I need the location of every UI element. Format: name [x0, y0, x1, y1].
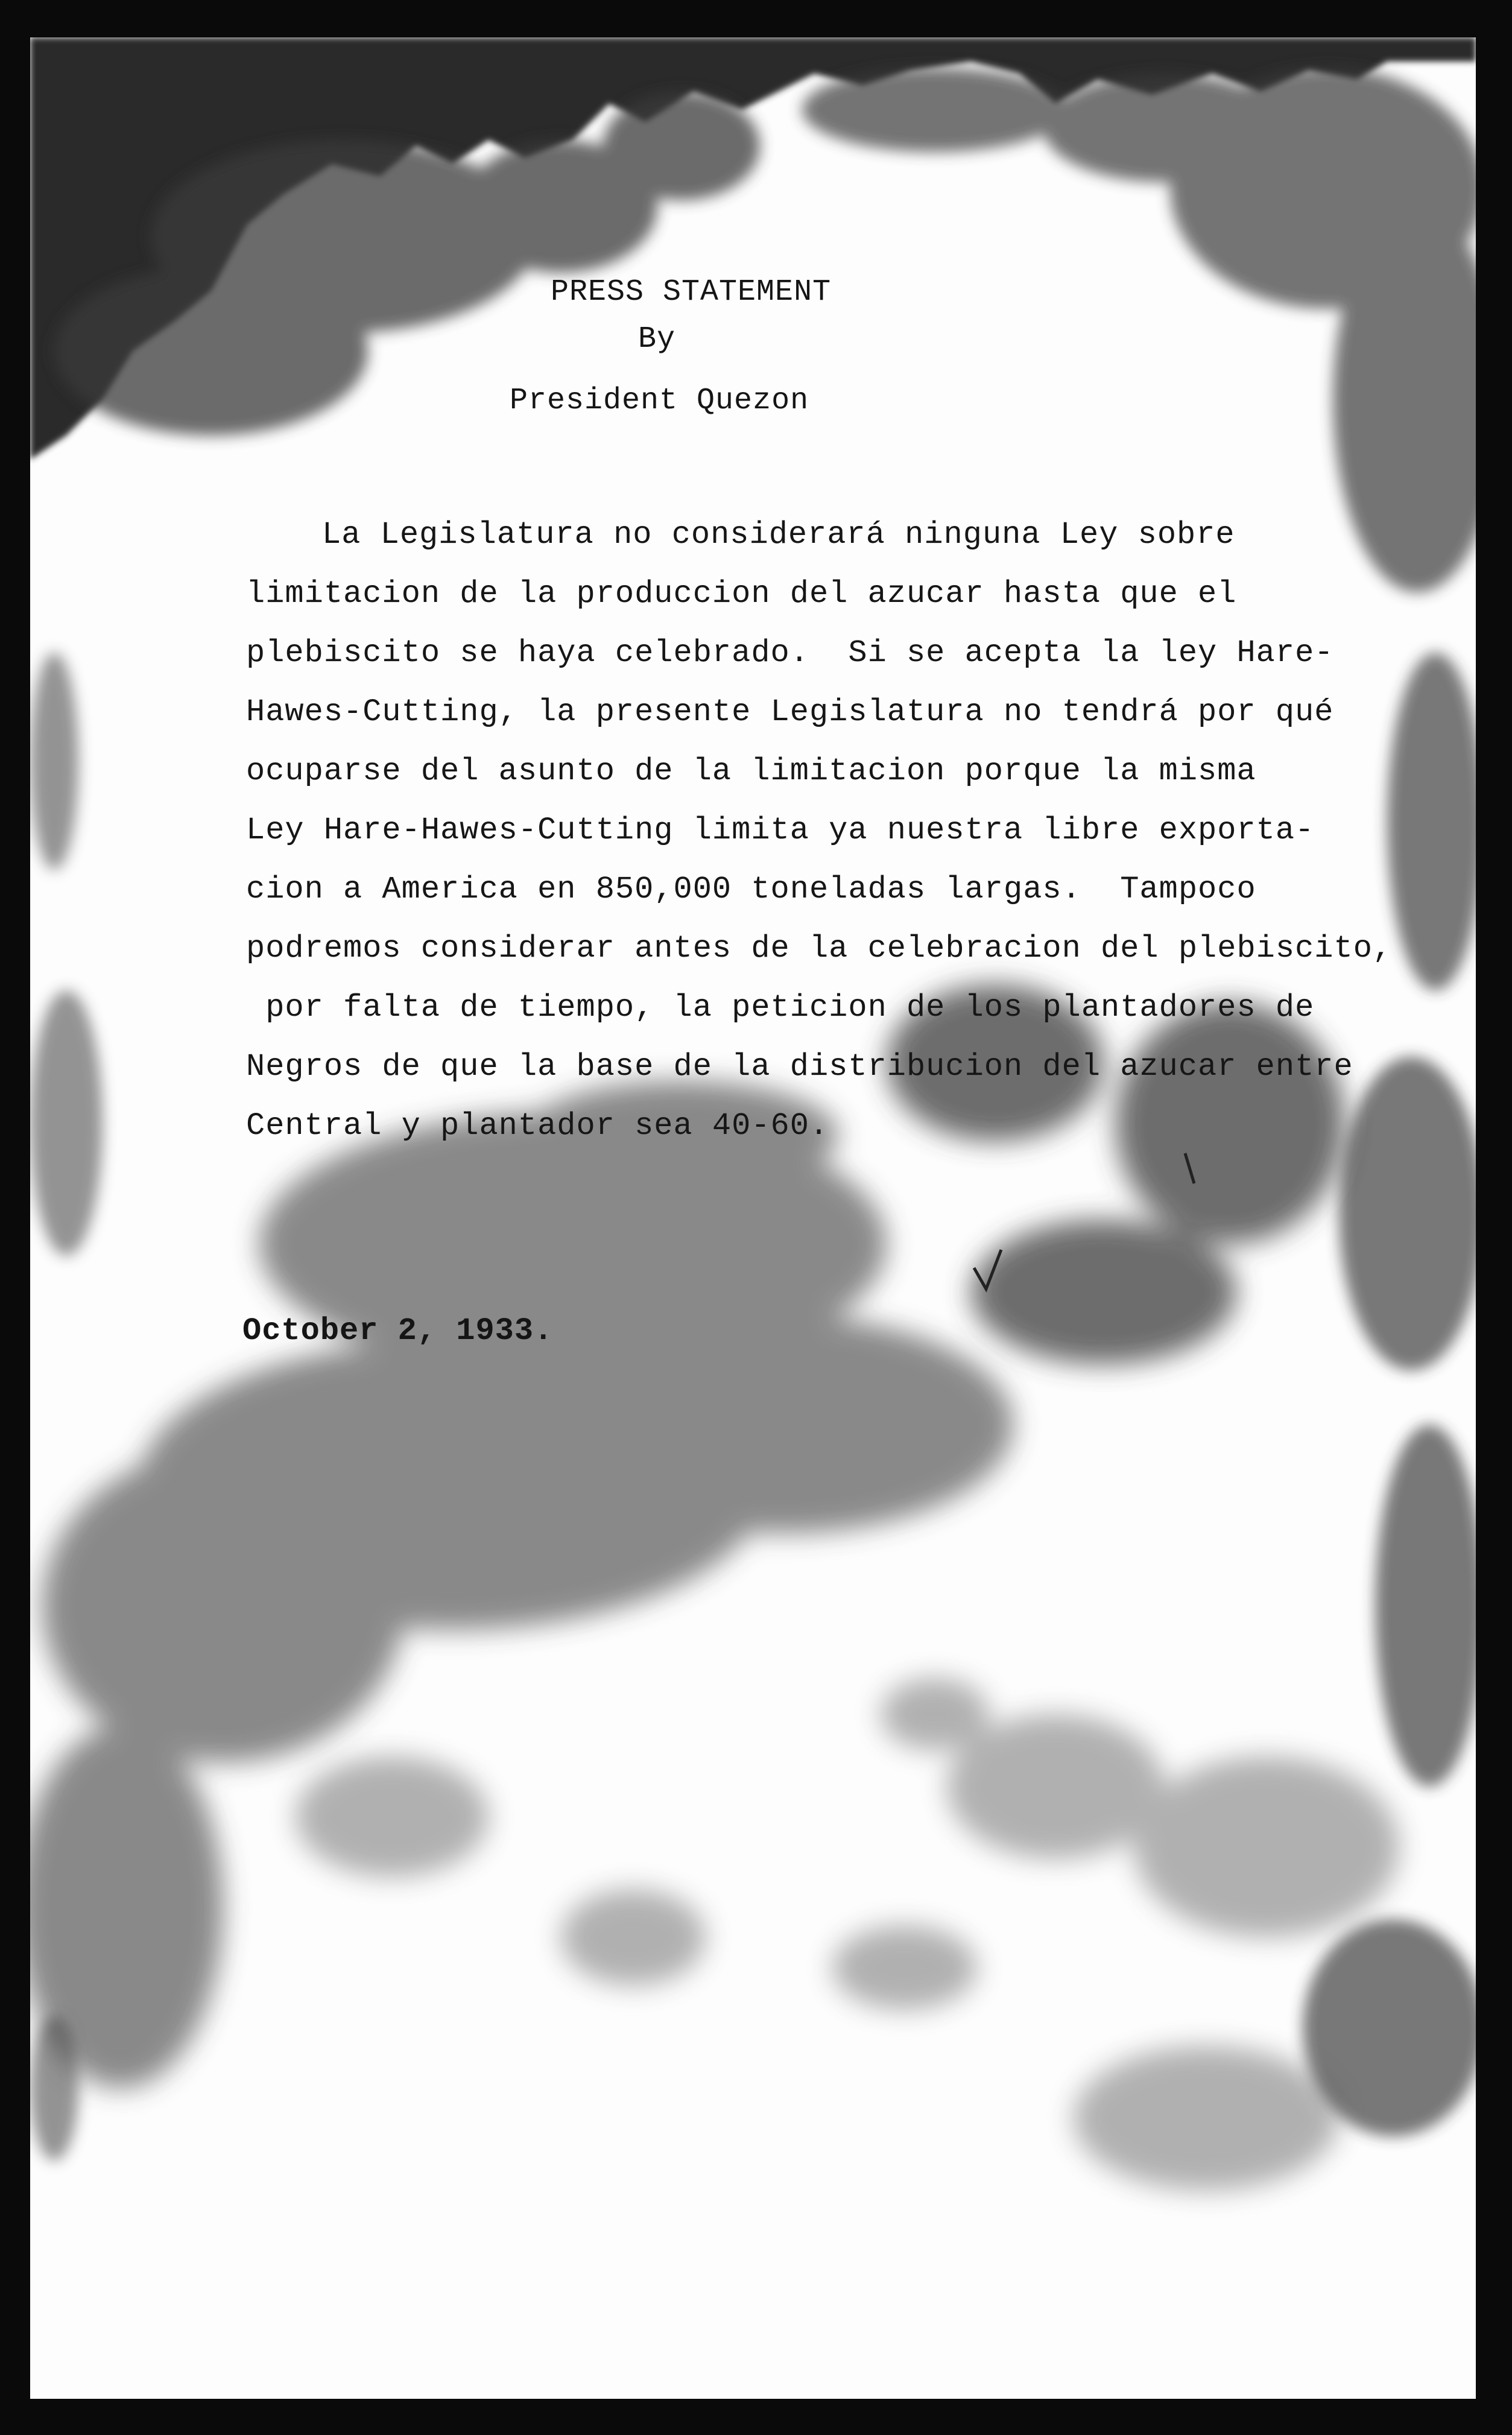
- body-line: Negros de que la base de la distribucion del azucar entre: [246, 1049, 1353, 1085]
- body-line: por falta de tiempo, la peticion de los plantadores de: [246, 990, 1315, 1025]
- paper-sheet: [30, 37, 1476, 2399]
- body-line: Central y plantador sea 40-60.: [246, 1108, 829, 1144]
- body-line: La Legislatura no considerará ninguna Ley sobre: [322, 517, 1235, 553]
- body-line: podremos considerar antes de la celebracion del plebiscito,: [246, 931, 1393, 966]
- body-line: cion a America en 850,000 toneladas largas. Tampoco: [246, 872, 1256, 907]
- top-right-stain: [802, 68, 1476, 592]
- body-line: Ley Hare-Hawes-Cutting limita ya nuestra libre exporta-: [246, 812, 1315, 848]
- body-line: ocuparse del asunto de la limitacion porque la misma: [246, 753, 1256, 789]
- document-date: October 2, 1933.: [242, 1313, 554, 1349]
- heading-by: By: [638, 322, 676, 356]
- heading-author: President Quezon: [510, 384, 809, 418]
- mid-right-stain: [887, 984, 1345, 1364]
- body-line: plebiscito se haya celebrado. Si se acepta la ley Hare-: [246, 635, 1334, 671]
- heading-press-statement: PRESS STATEMENT: [551, 275, 832, 309]
- scattered-stains: [296, 1678, 1399, 2191]
- body-line: Hawes-Cutting, la presente Legislatura no tendrá por qué: [246, 694, 1334, 730]
- body-line: limitacion de la produccion del azucar hasta que el: [246, 576, 1237, 612]
